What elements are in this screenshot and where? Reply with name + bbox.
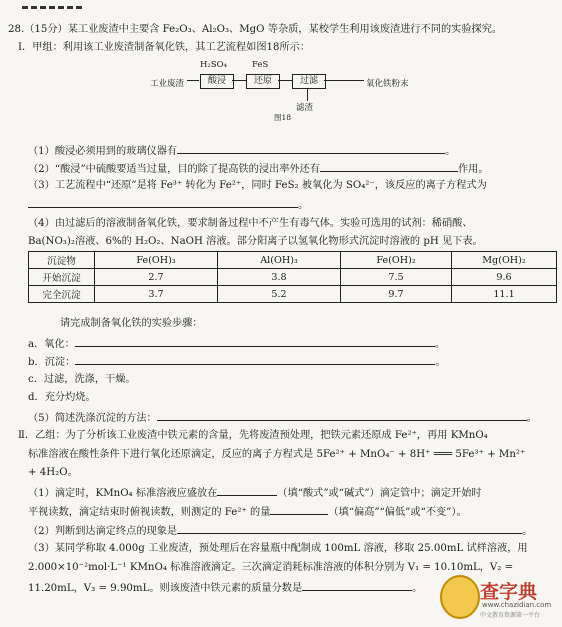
p2-q1-text: （1）滴定时，KMnO₄ 标准溶液应盛放在 （填“酸式”或“碱式”）滴定管中；滴定开始时	[28, 485, 482, 500]
q2-text: （2）“酸浸”中硫酸要适当过量，目的除了提高铁的浸出率外还有 作用。	[28, 161, 489, 176]
table-cell: Fe(OH)₂	[341, 252, 452, 269]
flow-arrow	[278, 80, 292, 81]
answer-blank[interactable]	[270, 504, 328, 515]
figure-caption: 图18	[274, 113, 292, 122]
part2-equation: 标准溶液在酸性条件下进行氧化还原滴定，反应的离子方程式是 5Fe²⁺ + MnO₄⁻ + 8H⁺ ═══ 5Fe³⁺ + Mn²⁺	[28, 449, 526, 460]
steps-intro: 请完成制备氧化铁的实验步骤：	[60, 318, 203, 329]
table-cell: Mg(OH)₂	[452, 252, 557, 269]
flow-step-acid-leach: 酸浸	[200, 74, 234, 89]
chazidian-logo	[440, 575, 555, 621]
p2-q3-text: （3）某同学称取 4.000g 工业废渣，预处理后在容量瓶中配制成 100mL 溶液，移取 25.00mL 试样溶液，用	[28, 543, 528, 554]
table-cell: Fe(OH)₃	[95, 252, 218, 269]
flow-reagent1: H₂SO₄	[200, 60, 228, 70]
p2-q2-text: （2）判断到达滴定终点的现象是 。	[28, 523, 532, 538]
q1-text: （1）酸浸必须用到的玻璃仪器有 。	[28, 143, 455, 158]
answer-blank[interactable]	[75, 354, 435, 365]
table-cell: 2.7	[95, 269, 218, 286]
logo-brand: 查字典	[480, 581, 538, 603]
answer-blank[interactable]	[320, 161, 458, 172]
table-cell: 7.5	[341, 269, 452, 286]
flow-output: 氧化铁粉末	[366, 79, 409, 89]
flow-arrow-down	[307, 89, 308, 101]
q3-text: （3）工艺流程中“还原”是将 Fe³⁺ 转化为 Fe²⁺，同时 FeS₂ 被氧化为 SO₄²⁻，该反应的离子方程式为	[28, 180, 487, 191]
logo-url: www.chazidian.com	[482, 601, 552, 609]
flow-arrow	[324, 80, 364, 81]
table-cell: 3.8	[218, 269, 341, 286]
table-cell: 完全沉淀	[29, 286, 95, 303]
process-flowchart	[150, 58, 450, 123]
header-marks	[22, 6, 82, 13]
flow-step-reduce: 还原	[246, 74, 280, 89]
ph-table	[28, 251, 557, 303]
table-cell: 开始沉淀	[29, 269, 95, 286]
part1-intro: Ⅰ．甲组：利用该工业废渣制备氧化铁，其工艺流程如图18所示：	[18, 42, 311, 53]
table-cell: 11.1	[452, 286, 557, 303]
p2-q3-text-2: 2.000×10⁻²mol·L⁻¹ KMnO₄ 标准溶液滴定。三次滴定消耗标准溶液的体积分别为 V₁ = 10.10mL，V₂ =	[28, 562, 514, 573]
p2-q1-text-2: 平视读数，滴定结束时俯视读数，则测定的 Fe²⁺ 的量 （填“偏高”“偏低”或“不变”）。	[28, 504, 467, 519]
step-a: a．氧化： 。	[28, 336, 445, 351]
table-cell: 5.2	[218, 286, 341, 303]
answer-blank[interactable]	[157, 410, 527, 421]
answer-blank[interactable]	[217, 485, 277, 496]
answer-blank[interactable]	[302, 580, 412, 591]
answer-blank[interactable]	[28, 197, 298, 208]
q4-text: （4）由过滤后的溶液制备氧化铁，要求制备过程中不产生有毒气体。实验可选用的试剂：稀硝酸、	[28, 218, 473, 229]
table-header-row	[29, 252, 557, 269]
table-row	[29, 269, 557, 286]
p2-q3-text-3: 11.20mL，V₃ = 9.90mL。则该废渣中铁元素的质量分数是 。	[28, 580, 422, 595]
table-cell: 9.6	[452, 269, 557, 286]
step-c: c．过滤，洗涤，干燥。	[28, 374, 136, 385]
part2-equation-end: + 4H₂O。	[28, 467, 78, 478]
mascot-icon	[440, 575, 480, 619]
table-cell: 9.7	[341, 286, 452, 303]
q3-blank-line: 。	[28, 197, 308, 212]
q5-text: （5）简述洗涤沉淀的方法： 。	[28, 410, 537, 425]
flow-reagent2: FeS	[252, 60, 269, 70]
q4-text-2: Ba(NO₃)₂溶液、6%的 H₂O₂、NaOH 溶液。部分阳离子以氢氧化物形式沉淀时溶液的 pH 见下表。	[28, 236, 483, 247]
answer-blank[interactable]	[177, 143, 445, 154]
flow-step-filter: 过滤	[292, 74, 326, 89]
flow-residue: 滤渣	[296, 103, 314, 113]
step-b: b．沉淀： 。	[28, 354, 445, 369]
answer-blank[interactable]	[75, 336, 435, 347]
question-header: 28.（15分）某工业废渣中主要含 Fe₂O₃、Al₂O₃、MgO 等杂质，某校学生利用该废渣进行不同的实验探究。	[8, 24, 503, 35]
table-row	[29, 286, 557, 303]
table-cell: 3.7	[95, 286, 218, 303]
logo-slogan: 中文教育资源第一平台	[480, 612, 541, 619]
flow-arrow	[187, 80, 199, 81]
step-d: d．充分灼烧。	[28, 392, 96, 403]
flow-input: 工业废渣	[150, 79, 185, 89]
part2-intro: Ⅱ．乙组：为了分析该工业废渣中铁元素的含量，先将废渣预处理，把铁元素还原成 Fe²⁺，再用 KMnO₄	[18, 430, 488, 441]
table-cell: 沉淀物	[29, 252, 95, 269]
table-cell: Al(OH)₃	[218, 252, 341, 269]
flow-arrow	[232, 80, 246, 81]
answer-blank[interactable]	[177, 523, 522, 534]
